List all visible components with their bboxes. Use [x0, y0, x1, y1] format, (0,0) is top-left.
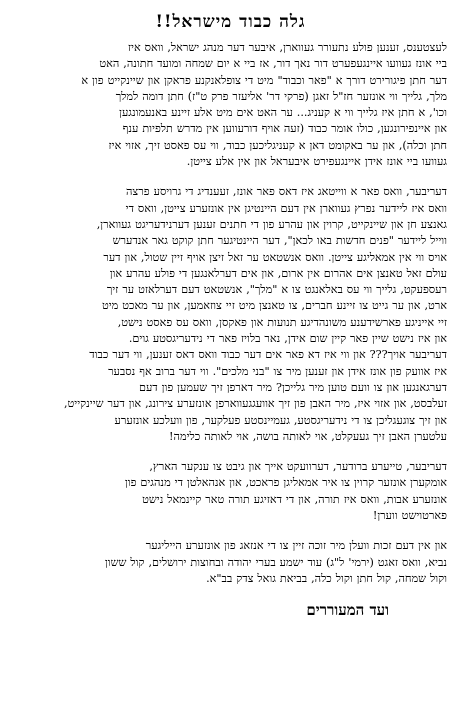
signature: ועד המעוררים: [306, 601, 389, 620]
text-line: און איז נישט שיין פאר קיין שום אידן, נאר בלויז פאר די נידעריגסטע גוים.: [128, 332, 447, 346]
text-line: רעספעקט, גלייך ווי עס באלאנגט צו א "מלך", אנשטאט דעם דערלאזט ער זיך: [106, 283, 447, 297]
paragraph-3: [14, 459, 447, 524]
text-line: ווייל ליידער "פנים חדשות באו לכאן", דער היינטיגער חתן קוקט גאר אנדערש: [112, 234, 447, 248]
text-line: דעריבער אויך??? און ווי איז דא פאר אים דער כבוד וואס דאס זענען, ווי דער כבוד: [89, 348, 447, 362]
text-line: נביא, וואס זאגט (ירמי' ל"ג) עוד ישמע בערי יהודה ובחוצות ירושלים, קול ששון: [104, 555, 447, 569]
text-line: איז אוועק פון אונז אידן און זענען מיר צו "בני מלכים". ווי דער ברוב אף נסבער: [108, 364, 447, 378]
text-line: עלטערן האבן זיך געעקלט, אוי לאותה בושה, אוי לאותה כלימה!: [169, 429, 447, 443]
text-line: ארט, און ער גייט צו זיינע חברים, צו טאנצן מיט זיי צוזאמען, און ער מאכט מיט: [101, 299, 447, 313]
text-line: וכו', א חתן איז גלייך ווי א קעניג... ער האט אים מיט אלע זיינע באנעמונגען: [119, 106, 447, 120]
text-line: דעריבער, וואס פאר א ווייטאג איז דאס פאר אונז, זעענדיג די גרויסע פרצה: [126, 185, 447, 199]
text-line: און איינפירונגען, כולו אומר כבוד (זעה אויף דורעווען אין מדרש תלפיות ענף: [122, 122, 447, 136]
text-line: מלך, גלייך ווי אונזער חז"ל זאגן (פרקי דר' אליעזר פרק ט"ז) חתן דומה למלך: [115, 89, 447, 103]
text-line: חתן וכלה), און ער באקומט דאן א קעניגליכען כבוד, ווי עס פאסט זיך, אזוי איז: [108, 138, 447, 152]
text-line: וואס איז ליידער נפרץ געווארן אין דעם היינטיגן אין אונזערע צייטן, וואס די: [125, 201, 447, 215]
paragraph-1: [14, 40, 447, 170]
text-line: עולם זאל טאנצן אים אהרום אין ארום, און אים דערלאנגען די פולע עהרע און: [109, 266, 447, 280]
text-line: פארטוישט ווערן!: [372, 509, 447, 523]
page-title: גלה כבוד מישראל!!: [155, 12, 306, 32]
text-line: געוועו ביי אונז אידן איינגעפירט איבעראל און אין אלע צייטן.: [186, 155, 447, 169]
text-line: אונזערע אבות, וואס איז תורה, און די דאזיגע תורה טאר קיינמאל נישט: [142, 492, 447, 506]
text-line: אומקערן אונזער קרוין צו איר אמאליגן פראכט, און אנהאלטן די מנהגים פון: [124, 476, 447, 490]
text-line: גאנצע חן און שיינקייט, קרוין און עהרע פון די חתנים זענען דערנידעריגט געווארן,: [96, 217, 447, 231]
text-line: דער חתן פיגורירט דורך א "פאר וכבוד" מיט די צופלאנקנע פראקן און שיינקייט פון א: [81, 73, 447, 87]
text-line: און אין דעם זכות וועלן מיר זוכה זיין צו די אנזאג פון אונזערע הייליגער: [145, 539, 447, 553]
text-line: אויס ווי אין אמאליגע צייטן. וואס אנשטאט ער זאל זיצן אויף זיין שטול, און דער: [103, 250, 447, 264]
text-line: ביי אונז געוועו איינגעפערט דור נאך דור, אז ביי א יום שמחה ומועד חתונה, האט: [99, 57, 447, 71]
text-line: לעצטענס, זענען פולע נתעורר געווארן, איבער דער מנהג ישראל, וואס איז: [127, 41, 447, 54]
paragraph-2: [14, 184, 447, 445]
text-line: דעריבער, טייערע ברודער, דערוועקט אייך און גיבט צו ענקער הארץ,: [149, 460, 447, 474]
text-line: וקול שמחה, קול חתן וקול כלה, בביאת גואל צדק בב"א.: [206, 571, 447, 585]
text-line: דערגאנגען און צו וועם טוען מיר גלייכן? מיר דארפן זיך שעמען פון דעם: [138, 380, 447, 394]
text-line: זיי אייניגע פארשידענע משונהדיגע תנועות און פאקסן, וואס עס פאסט נישט,: [117, 315, 447, 329]
paragraph-4: [14, 538, 447, 587]
text-line: זעלבסט, און אזוי איז, מיר האבן פון זיך אוועגגעווארפן אונזערע צירונג, און דער שיינקייט,: [63, 397, 447, 411]
text-line: און זיך צוגעגליכן צו די נידעריגסטע, געמיינסטע פעלקער, פון וועלכע אונזערע: [114, 413, 447, 427]
